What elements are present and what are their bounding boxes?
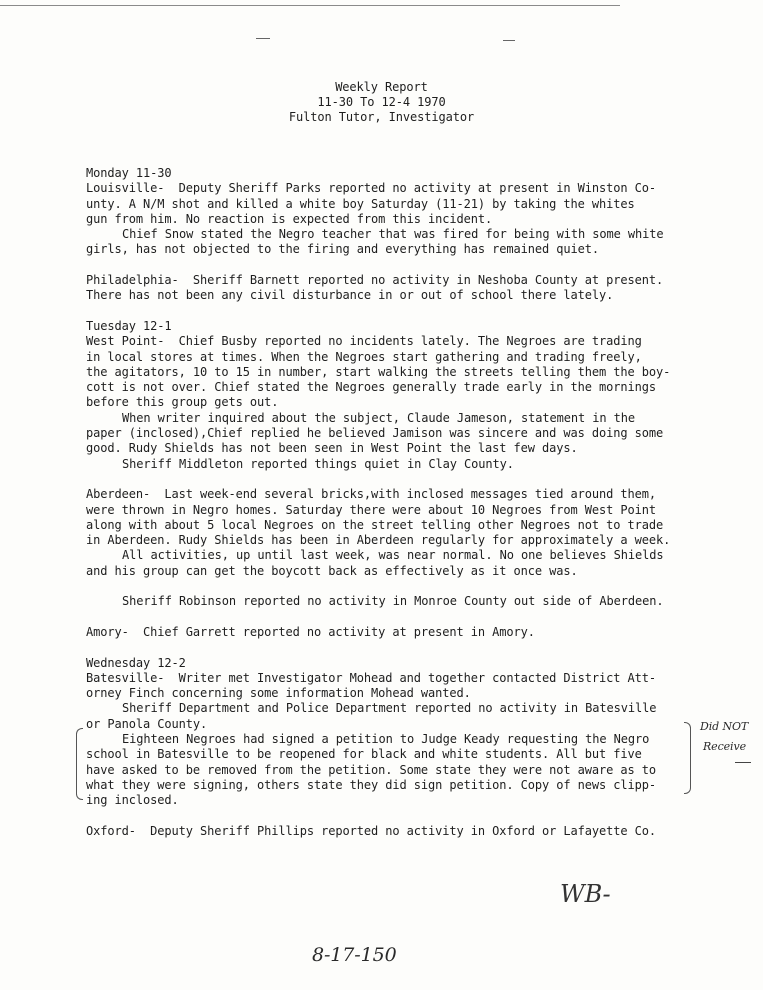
paragraph-gap [86, 808, 706, 823]
margin-bracket-right [684, 722, 691, 794]
report-line: Oxford- Deputy Sheriff Phillips reported no activity in Oxford or Lafayette Co. [86, 823, 656, 838]
report-line: or Panola County. [86, 716, 208, 731]
report-line: unty. A N/M shot and killed a white boy Saturday (11-21) by taking the whites [86, 196, 635, 211]
top-rule [0, 5, 620, 6]
report-line: When writer inquired about the subject, Claude Jameson, statement in the [122, 410, 635, 425]
report-line: Sheriff Department and Police Department reported no activity in Batesville [122, 701, 657, 716]
margin-note-dash [735, 762, 751, 763]
report-title: Weekly Report [335, 80, 428, 94]
margin-bracket-left [76, 728, 83, 800]
paragraph-gap [86, 472, 706, 487]
report-line: Eighteen Negroes had signed a petition to Judge Keady requesting the Negro [122, 731, 650, 746]
report-line: There has not been any civil disturbance in or out of school there lately. [86, 288, 614, 303]
report-line: Philadelphia- Sheriff Barnett reported no activity in Neshoba County at present. [86, 273, 664, 288]
report-line: along with about 5 local Negroes on the street telling other Negroes not to trade [86, 517, 664, 532]
report-line: Sheriff Middleton reported things quiet in Clay County. [122, 456, 514, 471]
report-line: All activities, up until last week, was near normal. No one believes Shields [122, 548, 664, 563]
handwritten-initials: WB- [560, 880, 611, 908]
header-dash-right [503, 40, 515, 41]
report-line: ing inclosed. [86, 793, 179, 808]
report-line: Amory- Chief Garrett reported no activity at present in Amory. [86, 624, 535, 639]
paragraph-gap [86, 640, 706, 655]
margin-note-line2: Receive [703, 740, 747, 753]
report-line: in local stores at times. When the Negroes start gathering and trading freely, [86, 349, 642, 364]
report-line: West Point- Chief Busby reported no incidents lately. The Negroes are trading [86, 334, 642, 349]
paragraph-gap [86, 304, 706, 319]
report-line: Batesville- Writer met Investigator Mohead and together contacted District Att- [86, 670, 656, 685]
margin-note-line1: Did NOT [700, 720, 749, 733]
report-line: Chief Snow stated the Negro teacher that was fired for being with some white [122, 227, 664, 242]
paragraph-gap [86, 579, 706, 594]
report-dates: 11-30 To 12-4 1970 [317, 95, 446, 109]
report-line: cott is not over. Chief stated the Negroes generally trade early in the mornings [86, 380, 656, 395]
header-dash-left [256, 38, 270, 39]
report-line: Wednesday 12-2 [86, 655, 186, 670]
paragraph-gap [86, 258, 706, 273]
report-line: orney Finch concerning some information Mohead wanted. [86, 686, 471, 701]
report-header [0, 80, 763, 125]
report-line: and his group can get the boycott back as effectively as it once was. [86, 563, 578, 578]
report-line: before this group gets out. [86, 395, 279, 410]
report-line: school in Batesville to be reopened for black and white students. All but five [86, 747, 642, 762]
paragraph-gap [86, 610, 706, 625]
file-number: 8-17-150 [312, 944, 397, 966]
report-author: Fulton Tutor, Investigator [288, 110, 475, 124]
report-line: gun from him. No reaction is expected from this incident. [86, 211, 493, 226]
report-line: in Aberdeen. Rudy Shields has been in Aberdeen regularly for approximately a week. [86, 533, 671, 548]
report-line: paper (inclosed),Chief replied he believed Jamison was sincere and was doing some [86, 426, 664, 441]
report-line: girls, has not objected to the firing and everything has remained quiet. [86, 242, 599, 257]
report-line: Tuesday 12-1 [86, 318, 172, 333]
report-line: were thrown in Negro homes. Saturday there were about 10 Negroes from West Point [86, 502, 656, 517]
report-line: the agitators, 10 to 15 in number, start walking the streets telling them the boy- [86, 364, 671, 379]
report-line: Louisville- Deputy Sheriff Parks reported no activity at present in Winston Co- [86, 181, 656, 196]
report-line: have asked to be removed from the petition. Some state they were not aware as to [86, 762, 656, 777]
report-line: Monday 11-30 [86, 166, 172, 180]
report-line: what they were signing, others state they did sign petition. Copy of news clipp- [86, 777, 656, 792]
report-body [86, 166, 706, 839]
report-line: good. Rudy Shields has not been seen in West Point the last few days. [86, 441, 578, 456]
report-line: Aberdeen- Last week-end several bricks,with inclosed messages tied around them, [86, 487, 656, 502]
report-line: Sheriff Robinson reported no activity in Monroe County out side of Aberdeen. [122, 594, 664, 609]
